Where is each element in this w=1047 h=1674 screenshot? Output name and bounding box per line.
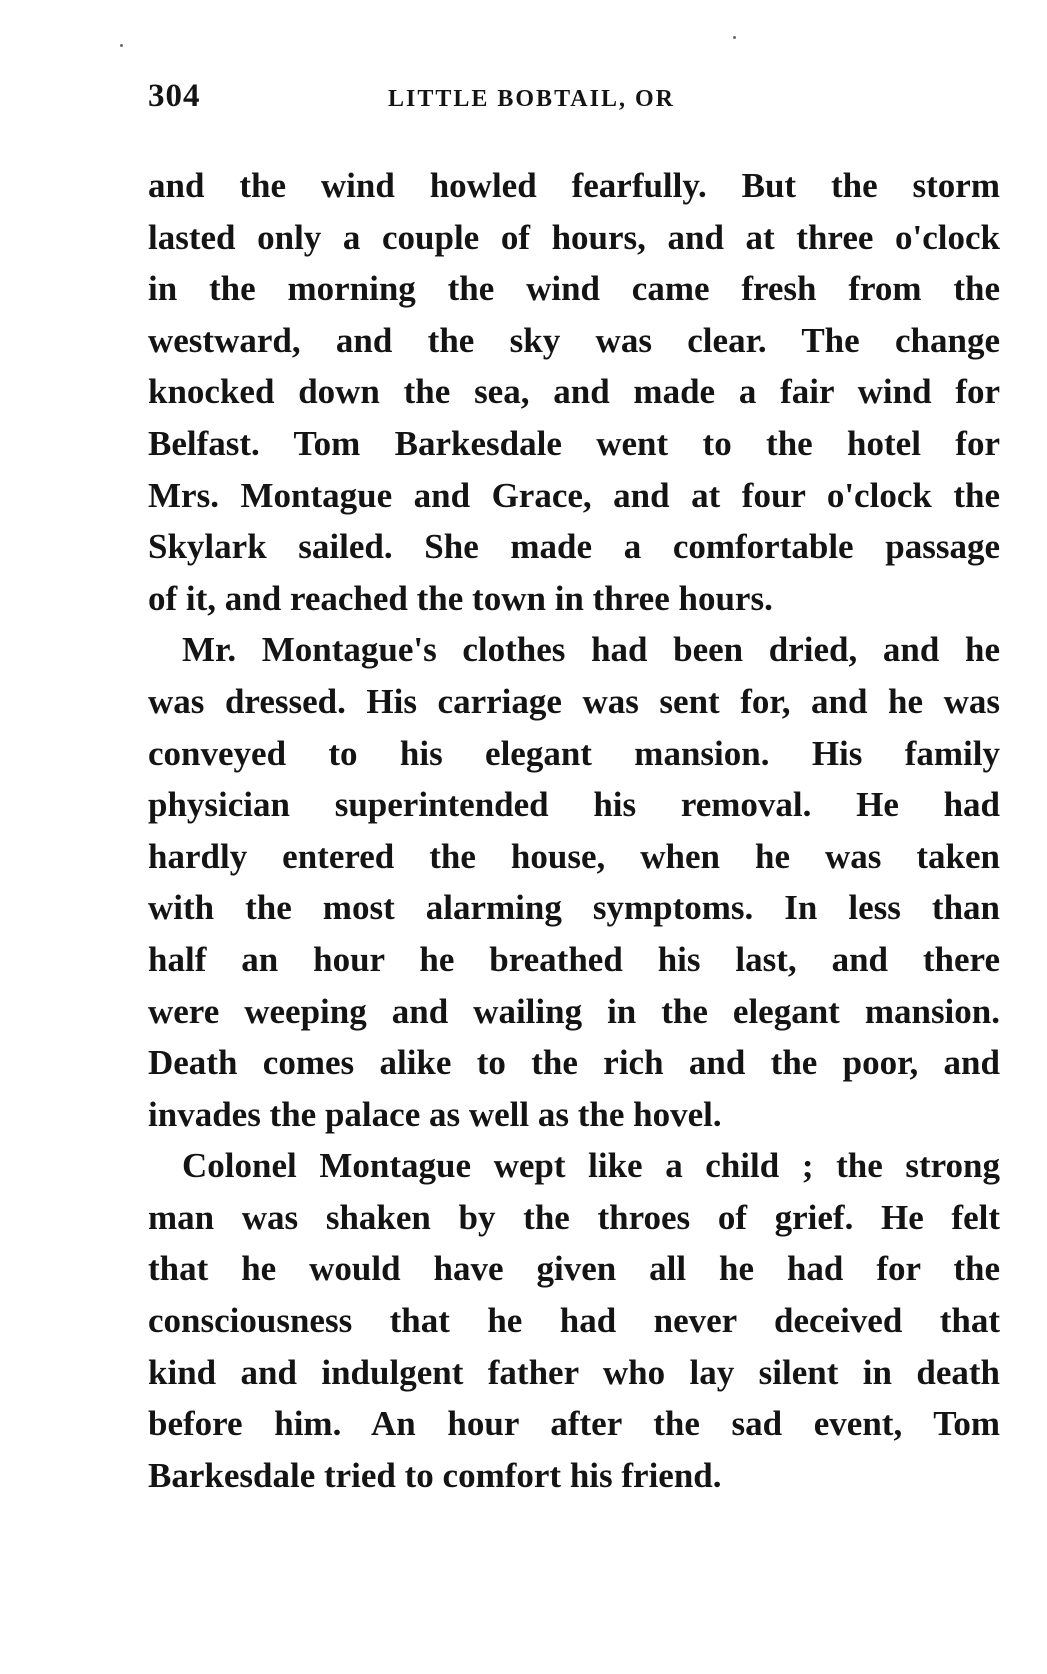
text-line: man was shaken by the throes of grief. He felt [148,1197,1000,1237]
text-line: was dressed. His carriage was sent for, and he was [148,681,1000,721]
text-line: that he would have given all he had for the [148,1249,1000,1289]
body-text [148,160,1000,1501]
text-line: knocked down the sea, and made a fair wind for [148,372,1000,412]
text-line: Colonel Montague wept like a child ; the strong [182,1146,1000,1186]
text-line: in the morning the wind came fresh from the [148,269,1000,309]
text-line: were weeping and wailing in the elegant mansion. [148,991,1000,1031]
paragraph [148,1140,1000,1501]
text-line: hardly entered the house, when he was taken [148,836,1000,876]
text-line: Mrs. Montague and Grace, and at four o'clock the [148,475,1000,515]
page-number: 304 [148,78,201,114]
text-line: Death comes alike to the rich and the poor, and [148,1043,1000,1083]
text-line: before him. An hour after the sad event, Tom [148,1404,1000,1444]
paragraph [148,160,1000,624]
print-speck [733,36,736,39]
text-line: conveyed to his elegant mansion. His family [148,733,1000,773]
text-line: Barkesdale tried to comfort his friend. [148,1455,722,1495]
text-line: consciousness that he had never deceived that [148,1301,1000,1341]
text-line: and the wind howled fearfully. But the storm [148,166,1000,205]
text-line: with the most alarming symptoms. In less than [148,888,1000,928]
running-title: LITTLE BOBTAIL, OR [388,86,675,112]
text-line: half an hour he breathed his last, and there [148,939,1000,979]
text-line: Skylark sailed. She made a comfortable passage [148,527,1000,567]
text-line: Mr. Montague's clothes had been dried, and he [182,630,1000,670]
text-line: invades the palace as well as the hovel. [148,1094,722,1134]
paragraph [148,624,1000,1140]
text-line: Belfast. Tom Barkesdale went to the hotel for [148,423,1000,463]
text-line: physician superintended his removal. He had [148,785,1000,825]
text-line: westward, and the sky was clear. The change [148,320,1000,360]
text-line: of it, and reached the town in three hours. [148,578,773,618]
text-line: lasted only a couple of hours, and at three o'clock [148,217,1000,257]
print-speck [120,44,123,47]
text-line: kind and indulgent father who lay silent in death [148,1352,1000,1392]
page-header [148,78,1000,128]
